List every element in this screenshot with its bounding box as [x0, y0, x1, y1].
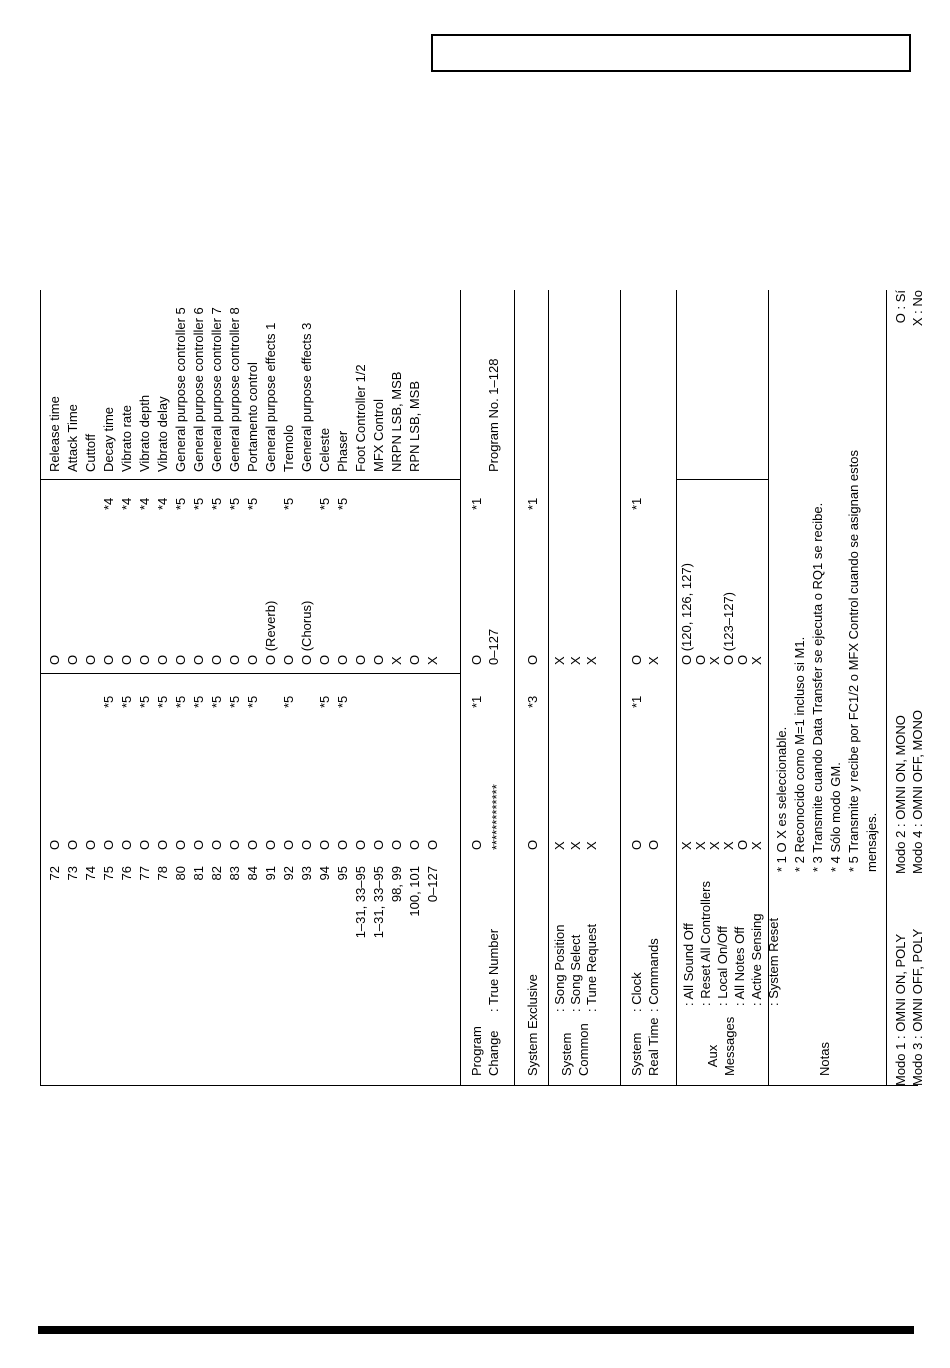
recognized-note: *5: [245, 497, 260, 510]
controller-number: 1–31, 33–95: [371, 866, 386, 939]
system-common-transmitted: [552, 841, 600, 850]
nota-line: * 4 Sólo modo GM.: [828, 762, 843, 872]
transmitted-value: O: [191, 839, 206, 850]
remark: General purpose controller 6: [191, 307, 206, 472]
row-divider-system-realtime: [620, 290, 621, 1086]
nota-line: * 3 Transmite cuando Data Transfer se ejecuta o RQ1 se recibe.: [810, 502, 825, 872]
transmitted-value: O: [245, 839, 260, 850]
transmitted-note: [46, 696, 64, 708]
recognized-note: *5: [173, 497, 188, 510]
nota-line: * 2 Reconocido como M=1 incluso si M1.: [792, 636, 807, 872]
remark: Celeste: [317, 427, 332, 472]
transmitted-note: *5: [227, 695, 242, 708]
program-change-transmitted-number: *************: [489, 784, 504, 850]
controller-number: 81: [191, 866, 206, 881]
commands-label: : Commands: [646, 938, 661, 1012]
transmitted-note: *5: [281, 695, 296, 708]
local-on-off-recognized: X: [707, 656, 722, 665]
chart-top-border: [40, 290, 41, 1086]
system-exclusive-recognized-note: *1: [525, 497, 540, 510]
transmitted-note: *5: [137, 695, 152, 708]
recognized-value: O (Chorus): [299, 600, 314, 665]
all-sound-off-recognized: O (120, 126, 127): [679, 563, 694, 665]
recognized-value: O: [353, 654, 368, 665]
program-change-label: [468, 1026, 502, 1076]
remark: Release time: [47, 396, 62, 472]
transmitted-value: O: [407, 839, 422, 850]
transmitted-value: O: [137, 839, 152, 850]
active-sensing-transmitted: O: [735, 839, 750, 850]
program-change-transmitted: O: [469, 839, 484, 850]
transmitted-note: [424, 696, 442, 708]
mode-2: Modo 2 : OMNI ON, MONO: [893, 715, 908, 874]
controller-number: 72: [47, 866, 62, 881]
controller-number: 92: [281, 866, 296, 881]
all-sound-off-label: : All Sound Off: [681, 923, 696, 1006]
system-exclusive-transmitted-note: *3: [525, 695, 540, 708]
recognized-value: O: [173, 654, 188, 665]
reset-all-controllers-transmitted: X: [693, 841, 708, 850]
transmitted-note: [388, 696, 406, 708]
system-realtime-label: [628, 1017, 662, 1076]
all-sound-off-transmitted: X: [679, 841, 694, 850]
transmitted-note: [82, 696, 100, 708]
controller-number: 94: [317, 866, 332, 881]
system-reset-transmitted: X: [749, 841, 764, 850]
song-position-transmitted: X: [552, 841, 567, 850]
mode-3: Modo 3 : OMNI OFF, POLY: [910, 928, 925, 1086]
aux-label: Aux: [705, 1044, 720, 1068]
recognized-note: [82, 498, 100, 510]
recognized-value: O (Reverb): [263, 600, 278, 665]
commands-transmitted: O: [646, 839, 661, 850]
system-exclusive-recognized: O: [525, 654, 540, 665]
column-divider-recognized: [40, 673, 460, 674]
remark: Portamento control: [245, 362, 260, 472]
recognized-note: [406, 498, 424, 510]
transmitted-value: O: [353, 839, 368, 850]
remark: Phaser: [335, 430, 350, 472]
recognized-value: O: [209, 654, 224, 665]
transmitted-note: *5: [101, 695, 116, 708]
recognized-note: *5: [317, 497, 332, 510]
system-realtime-recognized: [628, 655, 662, 665]
controller-number: 77: [137, 866, 152, 881]
row-divider-aux: [676, 290, 677, 1086]
recognized-note: [46, 498, 64, 510]
transmitted-column: [46, 840, 442, 850]
transmitted-value: O: [425, 839, 440, 850]
remark: MFX Control: [371, 399, 386, 472]
remark: Foot Controller 1/2: [353, 364, 368, 472]
transmitted-value: O: [389, 839, 404, 850]
controller-number: 73: [65, 866, 80, 881]
transmitted-value: O: [83, 839, 98, 850]
recognized-value: O: [119, 654, 134, 665]
system-label: System: [629, 1032, 644, 1076]
recognized-note: [262, 498, 280, 510]
aux-transmitted: [680, 840, 764, 850]
transmitted-note: [406, 696, 424, 708]
system-common-recognized: [552, 656, 600, 665]
transmitted-note: [370, 696, 388, 708]
midi-implementation-chart: [40, 290, 925, 1086]
transmitted-value: O: [155, 839, 170, 850]
recognized-value: O: [47, 654, 62, 665]
transmitted-note: [352, 696, 370, 708]
column-divider-remarks: [40, 479, 460, 480]
program-change-transmitted-note: *1: [469, 695, 484, 708]
transmitted-note: *5: [173, 695, 188, 708]
legend-no: X : No: [910, 290, 925, 327]
system-label: System: [559, 1032, 574, 1076]
all-notes-off-transmitted: X: [721, 841, 736, 850]
transmitted-value: O: [227, 839, 242, 850]
recognized-note: *4: [155, 497, 170, 510]
mode-4: Modo 4 : OMNI OFF, MONO: [910, 710, 925, 874]
controller-number: 100, 101: [407, 866, 422, 917]
active-sensing-label: : Active Sensing: [749, 913, 764, 1006]
bottom-rule: [38, 1326, 914, 1334]
aux-recognized: [680, 563, 764, 665]
controller-number: 78: [155, 866, 170, 881]
controller-number: 0–127: [425, 866, 440, 903]
program-change-recognized-note: *1: [469, 497, 484, 510]
recognized-value: O: [101, 654, 116, 665]
recognized-value: O: [317, 654, 332, 665]
transmitted-value: O: [335, 839, 350, 850]
program-change-recognized: O: [469, 654, 484, 665]
mode-1: Modo 1 : OMNI ON, POLY: [893, 933, 908, 1086]
modes-left: [892, 929, 926, 1086]
recognized-note: [64, 498, 82, 510]
program-change-recognized-range: 0–127: [486, 628, 501, 665]
messages-label: Messages: [722, 1016, 737, 1076]
remark: Vibrato rate: [119, 405, 134, 472]
remark: Cuttoff: [83, 433, 98, 472]
remark: General purpose controller 5: [173, 307, 188, 472]
row-divider-system-exclusive: [514, 290, 515, 1086]
transmitted-value: O: [119, 839, 134, 850]
remark: NRPN LSB, MSB: [389, 371, 404, 472]
row-divider-system-common: [548, 290, 549, 1086]
transmitted-note: [64, 696, 82, 708]
song-select-transmitted: X: [568, 841, 583, 850]
recognized-note: [424, 498, 442, 510]
active-sensing-recognized: O: [735, 654, 750, 665]
recognized-value: O: [83, 654, 98, 665]
recognized-value: O: [407, 654, 422, 665]
remark: Vibrato delay: [155, 396, 170, 472]
true-number-label: : True Number: [486, 928, 501, 1012]
recognized-value: O: [65, 654, 80, 665]
transmitted-note: [262, 696, 280, 708]
notas-label: Notas: [817, 1042, 832, 1076]
transmitted-note: *5: [209, 695, 224, 708]
controller-number: 91: [263, 866, 278, 881]
recognized-note: *5: [227, 497, 242, 510]
nota-line: mensajes.: [864, 812, 879, 872]
controller-number: 83: [227, 866, 242, 881]
recognized-note: *4: [137, 497, 152, 510]
system-common-items: [552, 924, 600, 1012]
remark: RPN LSB, MSB: [407, 380, 422, 472]
clock-recognized: O: [629, 654, 644, 665]
legend: [892, 290, 926, 328]
system-realtime-recognized-note: *1: [629, 497, 644, 510]
header-box: [431, 34, 911, 72]
controller-number: 95: [335, 866, 350, 881]
remark: General purpose controller 7: [209, 307, 224, 472]
remark: Attack Time: [65, 404, 80, 472]
transmitted-value: O: [209, 839, 224, 850]
system-common-label: [558, 1023, 592, 1076]
recognized-value: X: [389, 656, 404, 665]
remark: General purpose effects 3: [299, 322, 314, 472]
controller-number: 76: [119, 866, 134, 881]
transmitted-value: O: [317, 839, 332, 850]
recognized-value: O: [281, 654, 296, 665]
transmitted-value: O: [173, 839, 188, 850]
controller-number: 74: [83, 866, 98, 881]
aux-messages-label: [704, 1017, 738, 1076]
transmitted-note: [298, 696, 316, 708]
transmitted-notes-column: [46, 696, 442, 708]
remark: Tremolo: [281, 424, 296, 472]
transmitted-note: *5: [245, 695, 260, 708]
tune-request-label: : Tune Request: [584, 923, 599, 1012]
recognized-note: [352, 498, 370, 510]
recognized-note: [388, 498, 406, 510]
transmitted-value: O: [371, 839, 386, 850]
local-on-off-transmitted: X: [707, 841, 722, 850]
recognized-note: [370, 498, 388, 510]
reset-all-controllers-label: : Reset All Controllers: [698, 881, 713, 1006]
transmitted-note: *5: [335, 695, 350, 708]
transmitted-value: O: [101, 839, 116, 850]
transmitted-note: *5: [191, 695, 206, 708]
change-label: Change: [486, 1030, 501, 1076]
recognized-note: *5: [281, 497, 296, 510]
program-label: Program: [469, 1026, 484, 1076]
recognized-note: *5: [335, 497, 350, 510]
remark: Vibrato depth: [137, 394, 152, 472]
song-select-recognized: X: [568, 656, 583, 665]
recognized-value: O: [227, 654, 242, 665]
transmitted-value: O: [47, 839, 62, 850]
tune-request-transmitted: X: [584, 841, 599, 850]
recognized-value: O: [191, 654, 206, 665]
all-notes-off-recognized: O (123–127): [721, 592, 736, 665]
system-reset-recognized: X: [749, 656, 764, 665]
legend-yes: O : Sí: [893, 290, 908, 324]
transmitted-note: *5: [119, 695, 134, 708]
chart-left-border: [40, 1085, 918, 1086]
recognized-column: [46, 601, 442, 665]
remark: General purpose controller 8: [227, 307, 242, 472]
recognized-note: *5: [191, 497, 206, 510]
controller-number: 75: [101, 866, 116, 881]
recognized-note: [298, 498, 316, 510]
program-change-remarks: Program No. 1–128: [486, 358, 501, 472]
modes-right: [892, 710, 926, 874]
transmitted-value: O: [263, 839, 278, 850]
recognized-value: O: [155, 654, 170, 665]
system-realtime-transmitted: [628, 840, 662, 850]
all-notes-off-label: : All Notes Off: [732, 926, 747, 1006]
transmitted-note: *5: [155, 695, 170, 708]
remark: Decay time: [101, 406, 116, 472]
recognized-note: *4: [101, 497, 116, 510]
commands-recognized: X: [646, 656, 661, 665]
recognized-value: O: [245, 654, 260, 665]
transmitted-value: O: [65, 839, 80, 850]
controller-number: 82: [209, 866, 224, 881]
system-exclusive-label: System Exclusive: [525, 974, 540, 1076]
real-time-label: Real Time: [646, 1017, 661, 1076]
controller-number: 93: [299, 866, 314, 881]
song-select-label: : Song Select: [568, 934, 583, 1012]
system-exclusive-transmitted: O: [525, 839, 540, 850]
clock-transmitted: O: [629, 839, 644, 850]
notas-lines: [773, 450, 881, 872]
controller-number: 80: [173, 866, 188, 881]
system-realtime-transmitted-note: *1: [629, 695, 644, 708]
reset-all-controllers-recognized: O: [693, 654, 708, 665]
clock-label: : Clock: [629, 972, 644, 1012]
controller-number: 98, 99: [389, 866, 404, 903]
remarks-column: [46, 307, 442, 472]
recognized-value: O: [335, 654, 350, 665]
common-label: Common: [576, 1023, 591, 1076]
system-realtime-items: [628, 938, 662, 1012]
controller-number: 1–31, 33–95: [353, 866, 368, 939]
recognized-value: O: [137, 654, 152, 665]
recognized-notes-column: [46, 498, 442, 510]
remark: General purpose effects 1: [263, 322, 278, 472]
song-position-label: : Song Position: [552, 924, 567, 1012]
tune-request-recognized: X: [584, 656, 599, 665]
recognized-note: *4: [119, 497, 134, 510]
transmitted-value: O: [299, 839, 314, 850]
remark: [424, 307, 442, 472]
column-divider-remarks-aux: [676, 479, 768, 480]
row-divider-program-change: [460, 290, 461, 1086]
controller-number: 84: [245, 866, 260, 881]
nota-line: * 5 Transmite y recibe por FC1/2 o MFX Control cuando se asignan estos: [846, 450, 861, 872]
chart-bottom-border: [886, 290, 887, 1086]
transmitted-value: O: [281, 839, 296, 850]
controller-numbers: [46, 866, 442, 1084]
transmitted-note: *5: [317, 695, 332, 708]
local-on-off-label: : Local On/Off: [715, 926, 730, 1006]
aux-messages-items: [680, 881, 782, 1006]
system-reset-label: : System Reset: [766, 917, 781, 1006]
song-position-recognized: X: [552, 656, 567, 665]
recognized-value: O: [371, 654, 386, 665]
recognized-value: X: [425, 656, 440, 665]
recognized-note: *5: [209, 497, 224, 510]
nota-line: * 1 O X es seleccionable.: [774, 726, 789, 872]
